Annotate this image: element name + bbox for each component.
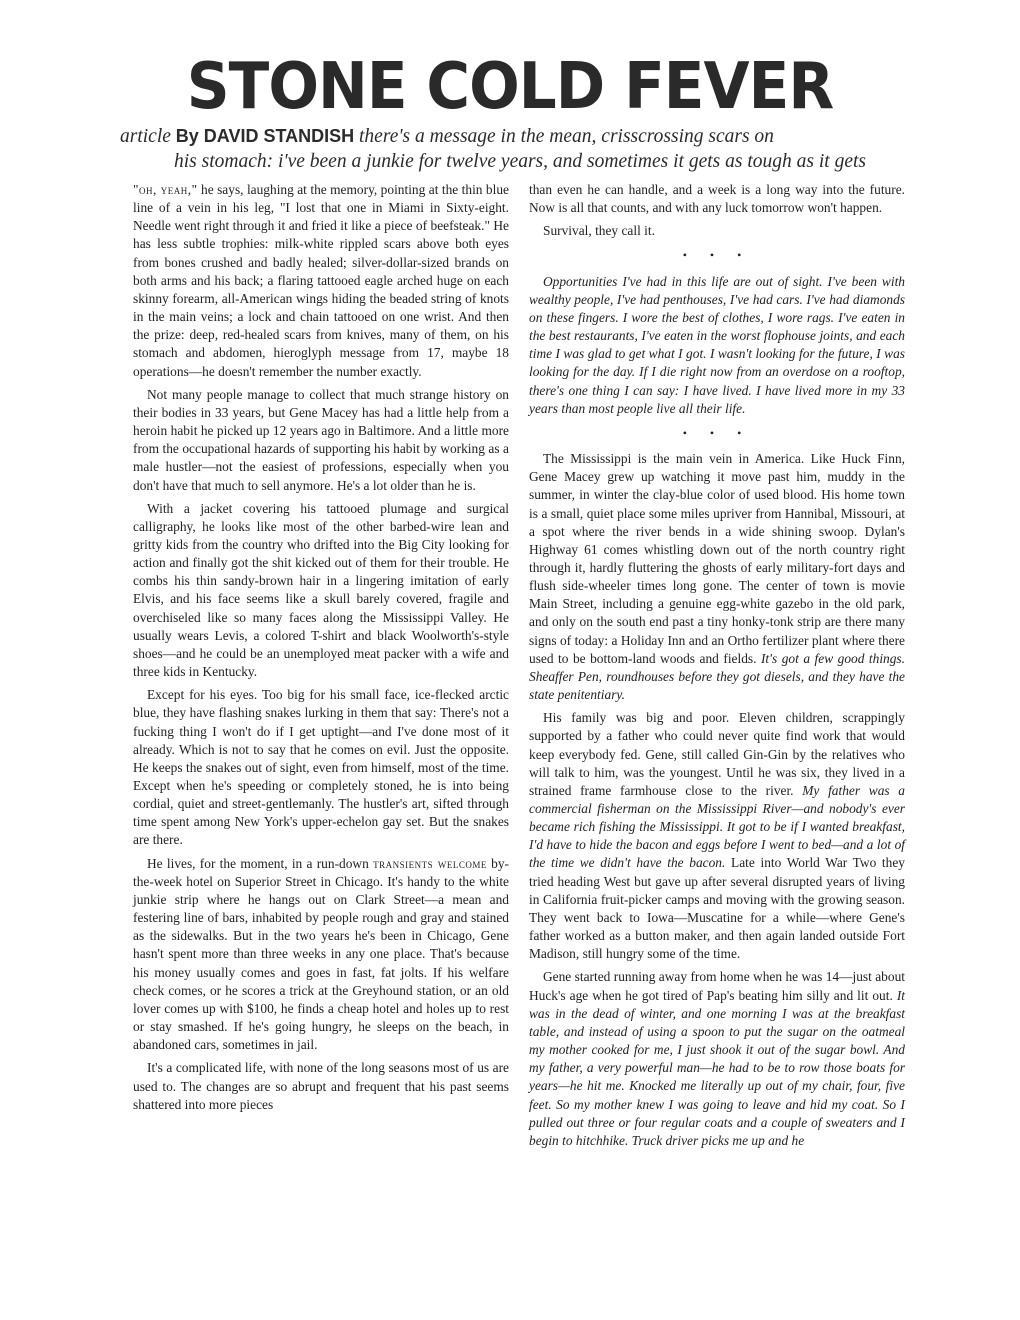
section-break: • • • bbox=[682, 425, 752, 440]
deck-line-1: there's a message in the mean, crisscrossing scars on bbox=[359, 126, 774, 147]
deck-kicker: article bbox=[120, 126, 171, 147]
paragraph: Not many people manage to collect that much strange history on their bodies in 33 years, but Gene Macey has had a little help from a heroin habit he picked up 12 years ago in Baltimore. And a little more from the occupational hazards of supporting his habit by working as a male hustler—not the easiest of professions, especially when you don't have that much to sell anymore. He's a lot older than he is. bbox=[133, 386, 509, 493]
paragraph: Except for his eyes. Too big for his small face, ice-flecked arctic blue, they have flashing snakes lurking in them that say: There's not a fucking thing I won't do if I get uptight—and I've done most of it already. Which is not to say that he comes on evil. Just the opposite. He keeps the snakes out of sight, even from himself, most of the time. Except when he's speeding or completely stoned, he is into being cordial, quiet and street-gentlemanly. The hustler's art, sifted through time spent among New York's upper-echelon gay set. But the snakes are there. bbox=[133, 687, 509, 848]
paragraph: The Mississippi is the main vein in America. Like Huck Finn, Gene Macey grew up watching it move past him, muddy in the summer, in winter the clay-blue color of used blood. His home town is a small, quiet place some miles upriver from Hannibal, Missouri, at a spot where the river bends in a wide shining swoop. Dylan's Highway 61 comes whistling down out of the north country right through it, hardly fluttering the ghosts of early military-fort days and flush side-wheeler times long gone. The center of town is movie Main Street, including a genuine egg-white gazebo in the old park, and only on the south end past a tiny honky-tonk strip are there many signs of today: a Holiday Inn and an Ortho fertilizer plant where there used to be bottom-land woods and fields. It's got a few good things. Sheaffer Pen, roundhouses before they got diesels, and they have the state penitentiary. bbox=[529, 451, 905, 703]
paragraph: His family was big and poor. Eleven children, scrappingly supported by a father who could never quite find work that would keep everybody fed. Gene, still called Gin-Gin by the relatives who will talk to him, was the youngest. Until he was six, they lived in a strained frame farmhouse close to the river. My father was a commercial fisherman on the Mississippi River—and nobody's ever became rich fishing the Mississippi. It got to be if I wanted breakfast, I'd have to hide the bacon and eggs before I went to bed—and a lot of the time we didn't have the bacon. Late into World War Two they tried heading West but gave up after several disrupted years of living in California fruit-picker camps and moving with the growing season. They went back to Iowa—Muscatine for a while—where Gene's father worked as a button maker, and then again landed outside Fort Madison, still hungry some of the time. bbox=[529, 710, 905, 962]
paragraph: Gene started running away from home when he was 14—just about Huck's age when he got tired of Pap's beating him silly and lit out. It was in the dead of winter, and one morning I was at the breakfast table, and instead of using a spoon to put the sugar on the oatmeal my mother cooked for me, I just shook it out of the sugar bowl. And my father, a very powerful man—he had to be to row those boats for years—he hit me. Knocked me literally up out of my chair, four, five feet. So my mother knew I was going to leave and hid my coat. So I pulled out three or four regular coats and a couple of sweaters and I begin to hitchhike. Truck driver picks me up and he bbox=[529, 969, 905, 1148]
deck-line-2: his stomach: i've been a junkie for twelve years, and sometimes it gets as tough as it gets bbox=[174, 151, 866, 172]
right-column bbox=[529, 181, 905, 1155]
section-break: • • • bbox=[682, 248, 752, 263]
lead-in: "oh, yeah," bbox=[133, 182, 198, 197]
paragraph: It's a complicated life, with none of the long seasons most of us are used to. The changes are so abrupt and frequent that his past seems shattered into more pieces bbox=[133, 1060, 509, 1112]
left-column bbox=[133, 181, 509, 1119]
paragraph: Survival, they call it. bbox=[543, 223, 655, 239]
quote-paragraph: Opportunities I've had in this life are out of sight. I've been with wealthy people, I've had penthouses, I've had cars. I've had diamonds on these fingers. I wore the best of clothes, I wore rags. I've eaten in the best restaurants, I've eaten in the worst flophouse joints, and each time I was glad to get what I got. I wasn't looking for the future, I was looking for the day. If I die right now from an overdose on a rooftop, there's one thing I can say: I have lived. I have lived more in my 33 years than most people live all their life. bbox=[529, 273, 905, 416]
paragraph: He lives, for the moment, in a run-down transients welcome by-the-week hotel on Superior Street in Chicago. It's handy to the white junkie strip where he hangs out on Clark Street—a mean and festering line of bars, inhabited by people rough and gray and stained as the sidewalks. But in the two years he's been in Chicago, Gene hasn't spent more than three weeks in any one place. That's because his money usually comes and goes in fast, fat jolts. If his welfare check comes, or he scores a trick at the Greyhound station, or an old lover comes up with $100, he finds a cheap hotel and holes up to rest or stay smashed. If he's going hungry, he sleeps on the beach, in abandoned cars, sometimes in jail. bbox=[133, 855, 509, 1053]
article-title: STONE COLD FEVER bbox=[186, 50, 834, 124]
byline: By DAVID STANDISH bbox=[175, 126, 355, 146]
paragraph: "oh, yeah," he says, laughing at the memory, pointing at the thin blue line of a vein in his leg, "I lost that one in Miami in Sixty-eight. Needle went right through it and fried it like a piece of beefsteak." He has less subtle trophies: milk-white rippled scars above both eyes from bones crushed and badly healed; silver-dollar-sized brands on both arms and his back; a flaring tattooed eagle arched huge on each skinny forearm, all-American wings hiding the beaded string of knots in the main veins; a lock and chain tattooed on one wrist. And then the prize: deep, red-healed scars from knives, many of them, on his stomach and abdomen, hieroglyph message from 17, maybe 18 operations—he doesn't remember the number exactly. bbox=[133, 182, 509, 379]
article-deck bbox=[120, 124, 910, 174]
paragraph: With a jacket covering his tattooed plumage and surgical calligraphy, he looks like most of the other barbed-wire lean and gritty kids from the country who drifted into the Big City looking for action and finally got the shit kicked out of them for their trouble. He combs his thin sandy-brown hair in a lingering imitation of early Elvis, and his face seems like a skull barely covered, fragile and overchiseled like so many faces along the Mississippi Valley. He usually wears Levis, a colored T-shirt and black Woolworth's-style shoes—and he could be an unemployed meat packer with a wife and three kids in Kentucky. bbox=[133, 500, 509, 680]
paragraph: than even he can handle, and a week is a long way into the future. Now is all that counts, and with any luck tomorrow won't happen. bbox=[529, 182, 905, 216]
